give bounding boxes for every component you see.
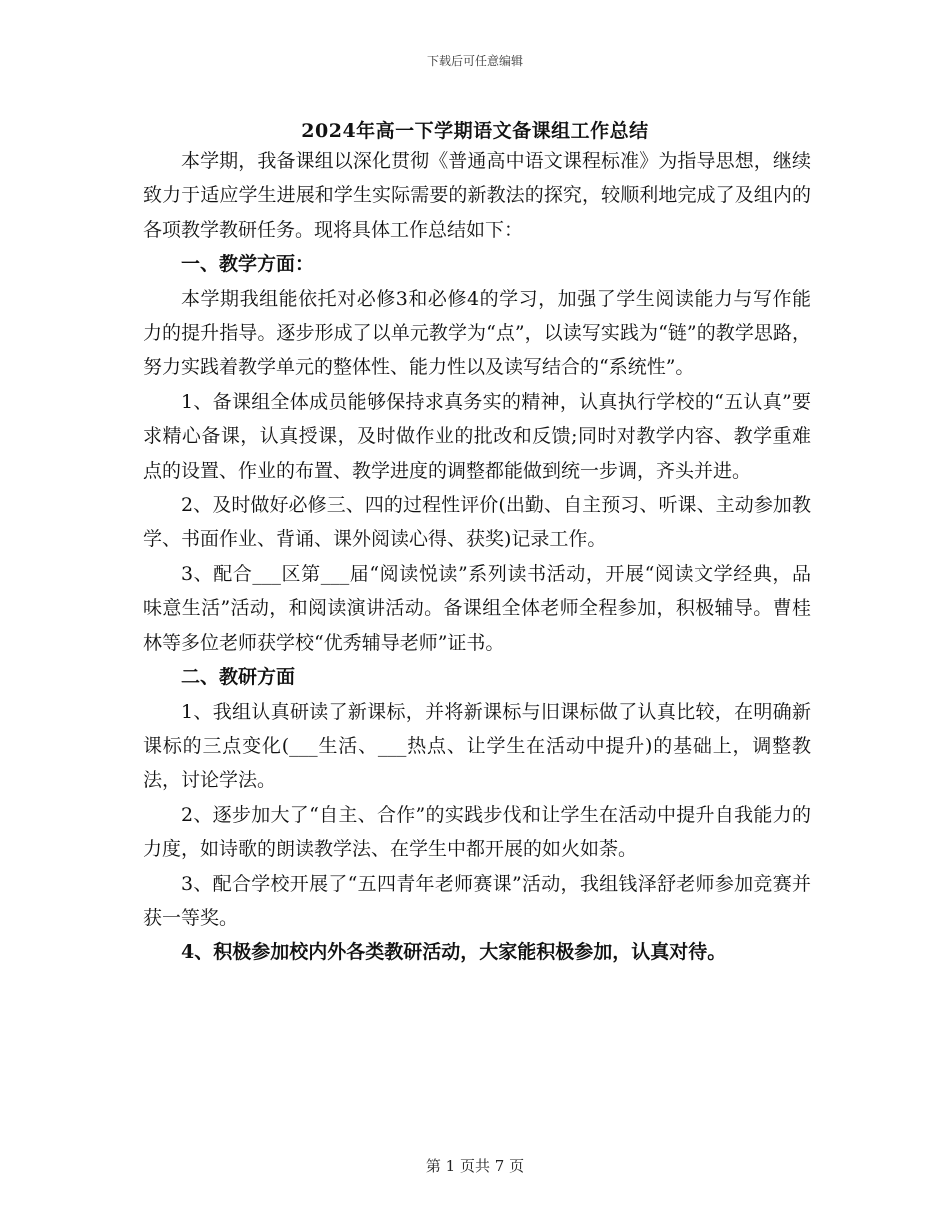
intro-paragraph: 本学期，我备课组以深化贯彻《普通高中语文课程标准》为指导思想，继续致力于适应学生进展和学生实际需要的新教法的探究，较顺利地完成了及组内的各项教学教研任务。现将具体工作总结如下： — [143, 150, 811, 241]
section-heading-research: 二、教研方面 — [181, 666, 296, 689]
document-title: 2024年高一下学期语文备课组工作总结 — [301, 120, 649, 142]
header-note: 下载后可任意编辑 — [426, 54, 523, 68]
document-body — [143, 144, 811, 970]
research-item-3: 3、配合学校开展了“五四青年老师赛课”活动，我组钱泽舒老师参加竞赛并获一等奖。 — [143, 872, 811, 929]
page-footer: 第 1 页共 7 页 — [425, 1157, 525, 1175]
teaching-item-3: 3、配合___区第___届“阅读悦读”系列读书活动，开展“阅读文学经典，品味意生活”活动，和阅读演讲活动。备课组全体老师全程参加，积极辅导。曹桂林等多位老师获学校“优秀辅导老师”证书。 — [143, 562, 811, 654]
teaching-item-2: 2、及时做好必修三、四的过程性评价(出勤、自主预习、听课、主动参加教学、书面作业、背诵、课外阅读心得、获奖)记录工作。 — [143, 494, 811, 551]
research-item-2: 2、逐步加大了“自主、合作”的实践步伐和让学生在活动中提升自我能力的力度，如诗歌的朗读教学法、在学生中都开展的如火如荼。 — [143, 803, 811, 861]
research-item-1: 1、我组认真研读了新课标，并将新课标与旧课标做了认真比较，在明确新课标的三点变化(___生活、___热点、让学生在活动中提升)的基础上，调整教法，讨论学法。 — [143, 700, 811, 792]
section-heading-teaching: 一、教学方面： — [181, 253, 315, 276]
research-item-4: 4、积极参加校内外各类教研活动，大家能积极参加，认真对待。 — [181, 941, 727, 964]
teaching-paragraph: 本学期我组能依托对必修3和必修4的学习，加强了学生阅读能力与写作能力的提升指导。逐步形成了以单元教学为“点”，以读写实践为“链”的教学思路，努力实践着教学单元的整体性、能力性以及读写结合的“系统性”。 — [143, 287, 811, 379]
teaching-item-1: 1、备课组全体成员能够保持求真务实的精神，认真执行学校的“五认真”要求精心备课，认真授课，及时做作业的批改和反馈;同时对教学内容、教学重难点的设置、作业的布置、教学进度的调整都能做到统一步调，齐头并进。 — [143, 390, 811, 482]
